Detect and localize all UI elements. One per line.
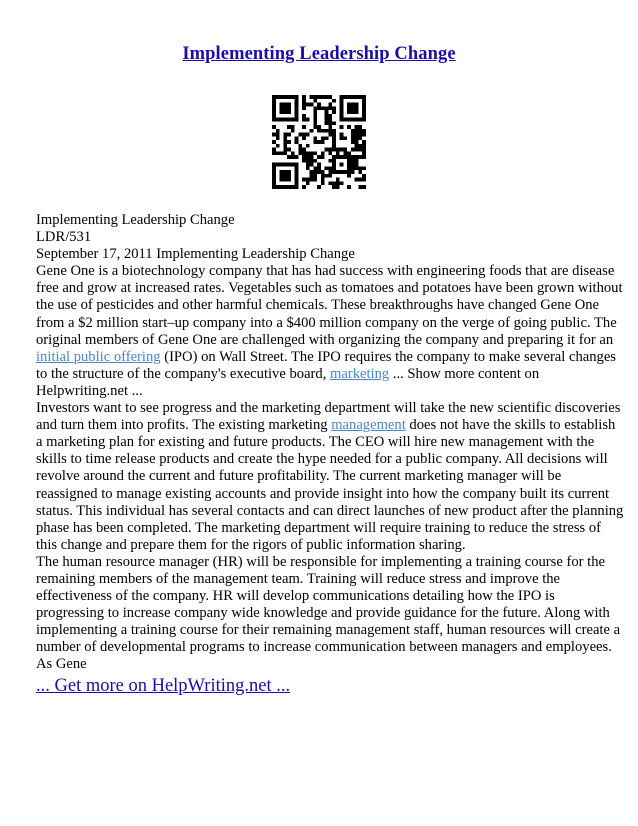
document-title-link[interactable]: Implementing Leadership Change <box>182 44 456 64</box>
body-line <box>36 297 602 314</box>
body-line <box>36 417 616 434</box>
body-text: revolve around the current and future profitability. The current marketing manager will be <box>36 468 562 485</box>
body-text: status. This individual has several contacts and can direct launches of new product after the planning <box>36 502 624 519</box>
body-line <box>36 331 614 349</box>
body-text: reassigned to manage existing accounts and provide insight into how the company built its current <box>36 485 610 502</box>
body-text: implementing a training course for their remaining management staff, human resources will create a <box>36 622 621 639</box>
body-line <box>36 400 621 417</box>
body-text: skills to time release products and create the hype needed for a public company. All decisions will <box>36 451 608 468</box>
body-text: free and grow at increased rates. Vegetables such as tomatoes and potatoes have been grown without <box>36 280 623 297</box>
body-line <box>36 263 615 280</box>
body-text: Helpwriting.net ... <box>36 382 143 399</box>
get-more-link[interactable]: ... Get more on HelpWriting.net ... <box>36 676 291 696</box>
body-text: progressing to increase company wide knowledge and provide guidance for the future. Along with <box>36 605 610 622</box>
body-line <box>36 639 612 656</box>
body-line <box>36 468 602 485</box>
body-line <box>36 537 602 554</box>
body-text: effectiveness of the company. HR will develop communications detailing how the IPO is <box>36 588 555 605</box>
body-text: a marketing plan for existing and future products. The CEO will hire new management with the <box>36 434 595 451</box>
body-text: original members of Gene One are challenged with organizing the company and preparing it for an <box>36 331 614 348</box>
body-line <box>36 656 602 673</box>
body-line <box>36 588 602 605</box>
body-text: number of developmental programs to increase communication between managers and employees. <box>36 639 612 656</box>
body-text: The human resource manager (HR) will be responsible for implementing a training course for the <box>36 553 605 570</box>
body-line <box>36 229 602 246</box>
body-text: As Gene <box>36 656 87 673</box>
body-text: this change and prepare them for the rigors of public information sharing. <box>36 536 466 553</box>
body-line <box>36 571 602 588</box>
body-line <box>36 246 602 263</box>
body-line <box>36 605 610 622</box>
body-line <box>36 314 617 332</box>
body-text: remaining members of the management team. Training will reduce stress and improve the <box>36 570 561 587</box>
body-text: (IPO) on Wall Street. The IPO requires the company to make several changes <box>160 348 616 365</box>
body-line <box>36 451 608 468</box>
body-text: the use of pesticides and other harmful chemicals. These breakthroughs have changed Gene One <box>36 297 600 314</box>
inline-link[interactable]: marketing <box>330 365 390 382</box>
body-text: September 17, 2011 Implementing Leadership Change <box>36 246 355 263</box>
body-line <box>36 553 605 571</box>
body-text: phase has been completed. The marketing department will require training to reduce the stress of <box>36 519 602 536</box>
body-text: to the structure of the company's executive board, <box>36 365 330 382</box>
qr-code-icon <box>272 95 366 189</box>
body-text: does not have the skills to establish <box>405 417 616 434</box>
body-text: Gene One is a biotechnology company that has had success with engineering foods that are disease <box>36 263 615 280</box>
document-body <box>36 212 624 674</box>
inline-link[interactable]: initial public offering <box>36 348 161 365</box>
body-text: ... Show more content on <box>389 365 540 382</box>
body-line <box>36 212 602 229</box>
body-line <box>36 520 602 537</box>
body-line <box>36 280 623 297</box>
body-line <box>36 383 602 400</box>
body-line <box>36 622 621 639</box>
body-text: and turn them into profits. The existing marketing <box>36 417 332 434</box>
body-line <box>36 366 602 383</box>
body-line <box>36 434 602 451</box>
body-line <box>36 485 610 503</box>
body-line <box>36 348 616 366</box>
inline-link[interactable]: management <box>331 417 406 434</box>
body-text: Implementing Leadership Change <box>36 212 235 228</box>
body-text: Investors want to see progress and the marketing department will take the new scientific discoveries <box>36 400 621 417</box>
body-text: from a $2 million start–up company into a $400 million company on the verge of going public. The <box>36 314 617 331</box>
body-line <box>36 502 624 520</box>
body-text: LDR/531 <box>36 229 92 246</box>
